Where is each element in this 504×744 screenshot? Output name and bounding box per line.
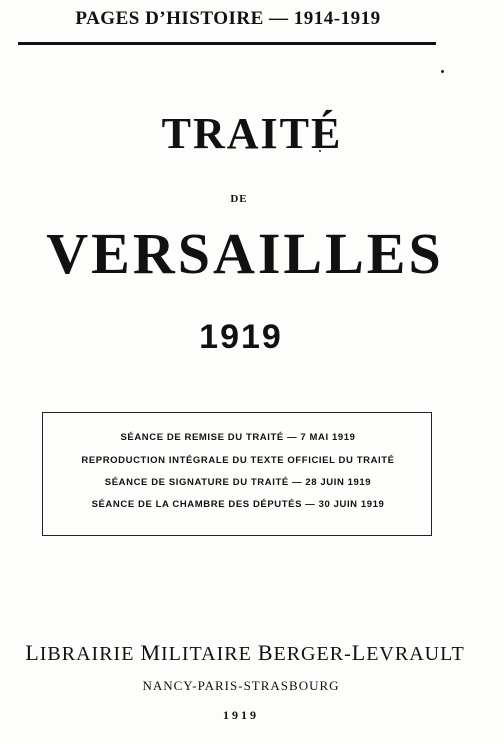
heading-rule (18, 42, 436, 45)
contents-item: REPRODUCTION INTÉGRALE DU TEXTE OFFICIEL DU TRAITÉ (81, 455, 395, 466)
contents-item: SÉANCE DE LA CHAMBRE DES DÉPUTÉS — 30 JUIN 1919 (91, 499, 385, 510)
title-connector: DE (230, 193, 248, 205)
contents-item: SÉANCE DE SIGNATURE DU TRAITÉ — 28 JUIN 1919 (104, 477, 372, 488)
publisher-name-text: LIBRAIRIE MILITAIRE BERGER-LEVRAULT (25, 640, 465, 665)
title-line-1: TRAITÉ (161, 109, 343, 158)
contents-item: SÉANCE DE REMISE DU TRAITÉ — 7 MAI 1919 (120, 432, 356, 443)
series-heading: PAGES D’HISTOIRE — 1914-1919 (75, 8, 381, 29)
publisher-name (0, 640, 490, 666)
title-year: 1919 (199, 318, 283, 356)
publisher-cities: NANCY-PARIS-STRASBOURG (142, 678, 340, 693)
title-line-2: VERSAILLES (46, 221, 444, 286)
imprint-year: 1919 (223, 708, 259, 722)
contents-box (42, 412, 432, 536)
ink-speck (441, 70, 444, 73)
